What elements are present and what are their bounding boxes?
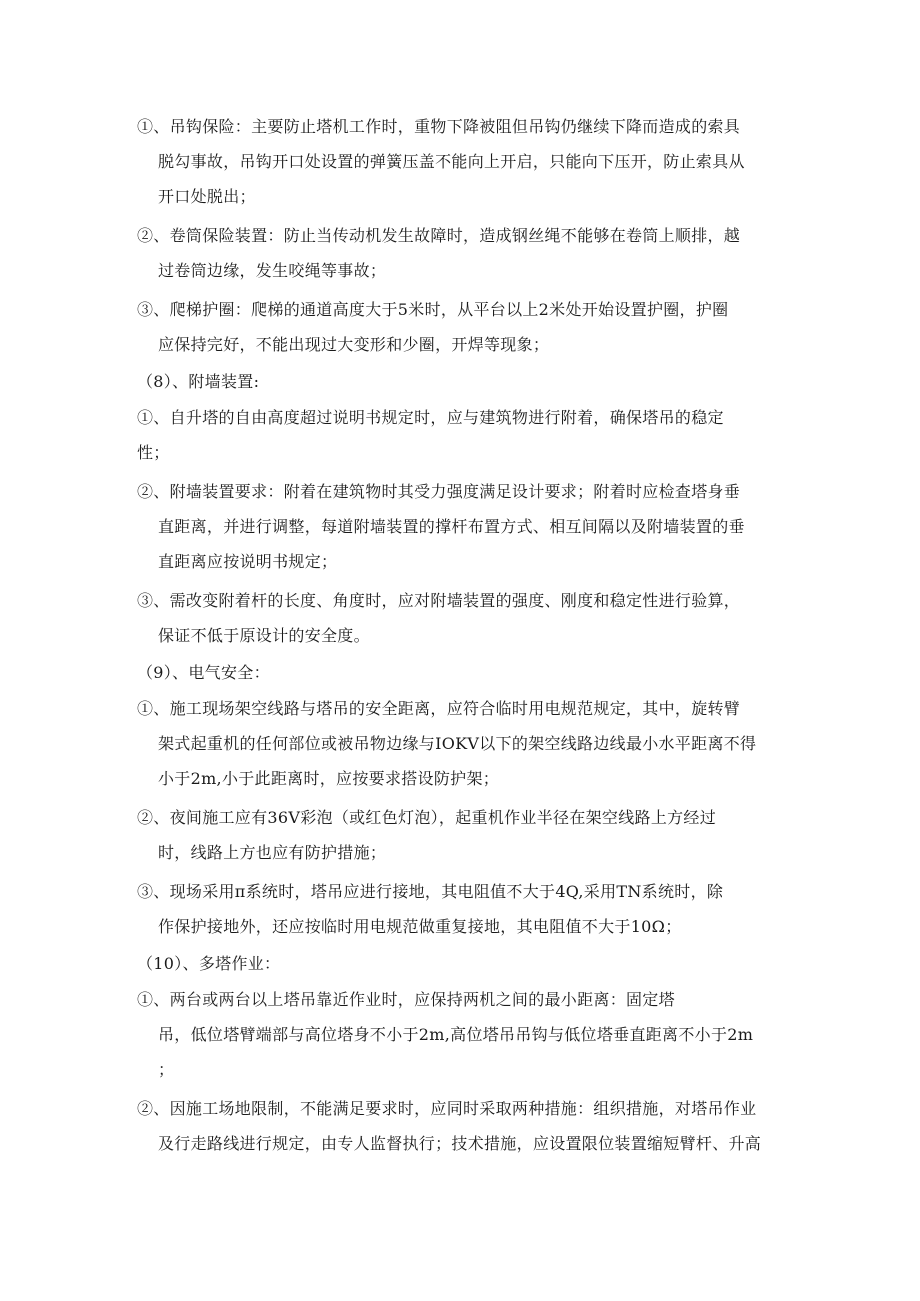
text-line: 脱勾事故，吊钩开口处设置的弹簧压盖不能向上开启，只能向下压开，防止索具从 bbox=[158, 152, 745, 171]
section-heading: （9）、电气安全： bbox=[137, 663, 270, 682]
text-line: 架式起重机的任何部位或被吊物边缘与IOKV以下的架空线路边线最小水平距离不得 bbox=[158, 734, 757, 753]
text-line: ②、附墙装置要求：附着在建筑物时其受力强度满足设计要求；附着时应检查塔身垂 bbox=[137, 482, 741, 501]
text-line: ③、现场采用π系统时，塔吊应进行接地，其电阻值不大于4Q,采用TN系统时，除 bbox=[137, 882, 724, 901]
text-line: 小于2m,小于此距离时，应按要求搭设防护架； bbox=[158, 769, 500, 788]
text-line: ①、两台或两台以上塔吊靠近作业时，应保持两机之间的最小距离：固定塔 bbox=[137, 990, 675, 1009]
text-line: ②、因施工场地限制，不能满足要求时，应同时采取两种措施：组织措施，对塔吊作业 bbox=[137, 1099, 757, 1118]
text-line: 开口处脱出； bbox=[158, 187, 256, 206]
text-line: ②、夜间施工应有36V彩泡（或红色灯泡），起重机作业半径在架空线路上方经过 bbox=[137, 808, 717, 827]
text-line: 保证不低于原设计的安全度。 bbox=[158, 626, 370, 645]
text-line: 吊，低位塔臂端部与高位塔身不小于2m,高位塔吊吊钩与低位塔垂直距离不小于2m bbox=[158, 1025, 754, 1044]
text-line: ①、吊钩保险：主要防止塔机工作时，重物下降被阻但吊钩仍继续下降而造成的索具 bbox=[137, 117, 741, 136]
text-line: 及行走路线进行规定，由专人监督执行；技术措施，应设置限位装置缩短臂杆、升高 bbox=[158, 1134, 762, 1153]
text-line: 过卷筒边缘，发生咬绳等事故； bbox=[158, 261, 387, 280]
text-line: 性； bbox=[137, 443, 170, 462]
text-line: ； bbox=[158, 1060, 175, 1079]
text-line: 直距离，并进行调整，每道附墙装置的撑杆布置方式、相互间隔以及附墙装置的垂 bbox=[158, 517, 745, 536]
text-line: ①、自升塔的自由高度超过说明书规定时，应与建筑物进行附着，确保塔吊的稳定 bbox=[137, 408, 724, 427]
text-line: 时，线路上方也应有防护措施； bbox=[158, 843, 387, 862]
text-line: 应保持完好，不能出现过大变形和少圈，开焊等现象； bbox=[158, 335, 550, 354]
text-line: 作保护接地外，还应按临时用电规范做重复接地，其电阻值不大于10Ω； bbox=[158, 917, 682, 936]
text-line: ①、施工现场架空线路与塔吊的安全距离，应符合临时用电规范规定，其中，旋转臂 bbox=[137, 699, 741, 718]
section-heading: （8）、附墙装置: bbox=[137, 372, 260, 391]
text-line: ③、爬梯护圈：爬梯的通道高度大于5米时，从平台以上2米处开始设置护圈，护圈 bbox=[137, 300, 729, 319]
text-line: ②、卷筒保险装置：防止当传动机发生故障时，造成钢丝绳不能够在卷筒上顺排，越 bbox=[137, 226, 741, 245]
text-line: 直距离应按说明书规定； bbox=[158, 552, 338, 571]
section-heading: （10）、多塔作业： bbox=[137, 954, 281, 973]
text-line: ③、需改变附着杆的长度、角度时，应对附墙装置的强度、刚度和稳定性进行验算， bbox=[137, 591, 741, 610]
